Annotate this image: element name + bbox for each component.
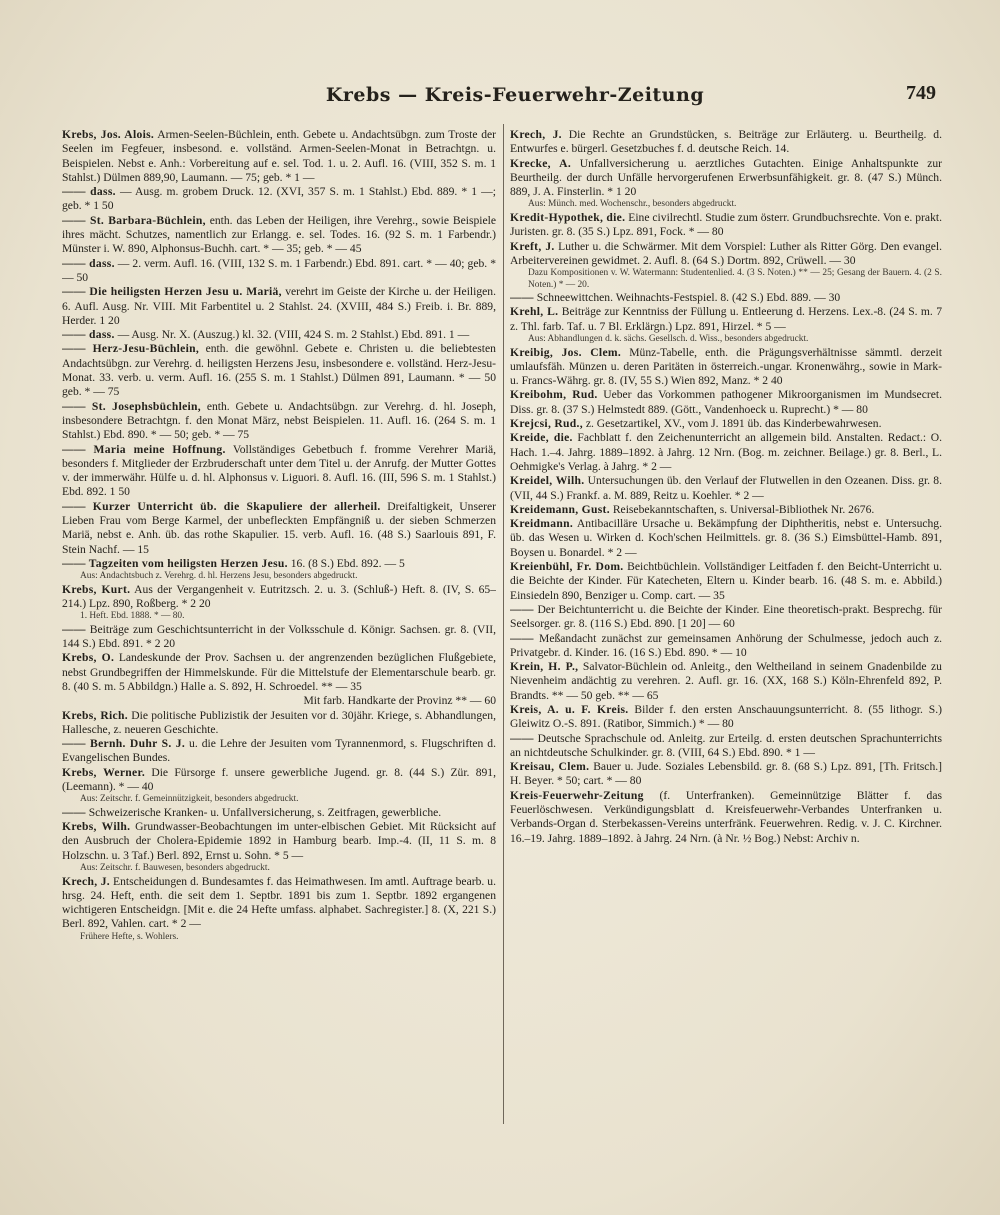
bibliography-entry — [510, 240, 942, 292]
entry-heading: —— — [510, 602, 534, 616]
entry-text: Schweizerische Kranken- u. Unfallversicherung, s. Zeitfragen, gewerbliche. — [88, 805, 442, 819]
entry-heading: —— Maria meine Hoffnung. — [62, 442, 226, 456]
bibliography-entry — [62, 328, 496, 342]
entry-heading: Kreis, A. u. F. Kreis. — [510, 702, 629, 716]
entry-text: — Ausg. m. grobem Druck. 12. (XVI, 357 S. m. 1 Stahlst.) Ebd. 889. * 1 —; geb. * 1 50 — [62, 185, 496, 213]
bibliography-entry — [510, 474, 942, 503]
bibliography-entry — [510, 517, 942, 560]
entry-heading: Krejcsi, Rud., — [510, 417, 583, 431]
entry-note: 1. Heft. Ebd. 1888. * — 80. — [80, 611, 185, 622]
page-header-title: Krebs — Kreis-Feuerwehr-Zeitung — [325, 84, 705, 106]
entry-text: Die Fürsorge f. unsere gewerbliche Jugend. gr. 8. (44 S.) Zür. 891, (Leemann). * — 40 — [62, 765, 496, 794]
entry-text: — Ausg. Nr. X. (Auszug.) kl. 32. (VIII, 424 S. m. 2 Stahlst.) Ebd. 891. 1 — — [117, 328, 470, 342]
bibliography-entry — [510, 732, 942, 761]
entry-heading: —— Tagzeiten vom heiligsten Herzen Jesu. — [62, 556, 288, 570]
bibliography-entry — [62, 737, 496, 766]
bibliography-entry — [62, 806, 496, 820]
entry-heading: —— dass. — [62, 256, 115, 270]
entry-heading: Kredit-Hypothek, die. — [510, 210, 626, 224]
entry-heading: Krebs, O. — [62, 651, 115, 665]
entry-heading: Kreibig, Jos. Clem. — [510, 345, 622, 359]
entry-extra-line: Mit farb. Handkarte der Provinz ** — 60 — [303, 694, 496, 708]
bibliography-entry — [62, 185, 496, 214]
bibliography-entry — [62, 400, 496, 443]
entry-text: 16. (8 S.) Ebd. 892. — 5 — [290, 556, 405, 570]
bibliography-entry — [510, 603, 942, 632]
entry-text: Dreifaltigkeit, Unserer Lieben Frau vom Berge Karmel, der unbefleckten Empfängniß u. der sieben Schmerzen Mariä, nebst e. Anh. üb. das rothe Skapulier. 15. verb. Aufl. 16. (48 S.) Saarlouis 891, F. Stein Nachf. — 15 — [62, 499, 496, 556]
bibliography-entry — [510, 128, 942, 157]
entry-text: Die politische Publizistik der Jesuiten vor d. 30jähr. Kriege, s. Abhandlungen, Hallesche, z. neueren Geschichte. — [62, 708, 496, 736]
bibliography-entry — [62, 214, 496, 257]
bibliography-entry — [510, 305, 942, 345]
bibliography-entry — [62, 709, 496, 738]
entry-heading: Kreienbühl, Fr. Dom. — [510, 560, 624, 574]
entry-heading: Kreidmann. — [510, 517, 574, 531]
entry-heading: —— St. Barbara-Büchlein, — [62, 213, 206, 227]
entry-text: Untersuchungen üb. den Verlauf der Flutwellen in den Ozeanen. Diss. gr. 8. (VII, 44 S.) Frankf. a. M. 889, Reitz u. Koehler. * 2 — — [510, 474, 942, 502]
entry-text: Münz-Tabelle, enth. die Prägungsverhältnisse sämmtl. derzeit umlaufsfäh. Münzen u. deren Paritäten in österreich.-ungar. Kronenwährg., sowie in Mark- u. Francs-Währg. gr. 8. (IV, 55 S.) Wien 892, Manz. * 2 40 — [510, 345, 942, 388]
bibliography-entry — [510, 157, 942, 211]
entry-heading: —— — [62, 805, 86, 819]
entry-heading: —— Bernh. Duhr S. J. — [62, 737, 186, 751]
entry-heading: —— dass. — [62, 328, 115, 342]
entry-text: Schneewittchen. Weihnachts-Festspiel. 8. (42 S.) Ebd. 889. — 30 — [536, 291, 841, 305]
bibliography-entry — [62, 342, 496, 399]
entry-text: enth. die gewöhnl. Gebete e. Christen u. die beliebtesten Andachtsübgn. zur Verehrg. d. heiligsten Herzens Jesu, insbesondere e. vollständ. Herz-Jesu-Monat. 33. verb. u. verm. Aufl. 16. (255 S. m. 1 Stahlst.) Dülmen 891, Laumann. * — 50 geb. * — 75 — [62, 342, 496, 399]
entry-note: Dazu Kompositionen v. W. Watermann: Studentenlied. 4. (3 S. Noten.) ** — 25; Gesang der Bauern. 4. (2 S. Noten.) * — 20. — [528, 268, 942, 290]
entry-note: Aus: Andachtsbuch z. Verehrg. d. hl. Herzens Jesu, besonders abgedruckt. — [80, 571, 358, 582]
bibliography-entry — [510, 417, 942, 431]
bibliography-entry — [62, 285, 496, 328]
entry-heading: —— Kurzer Unterricht üb. die Skapuliere der allerheil. — [62, 499, 381, 513]
entry-text: Bilder f. den ersten Anschauungsunterricht. 8. (55 lithogr. S.) Gleiwitz O.-S. 891. (Ratibor, Simmich.) * — 80 — [510, 702, 942, 731]
bibliography-entry — [62, 623, 496, 652]
entry-note: Aus: Abhandlungen d. k. sächs. Gesellsch. d. Wiss., besonders abgedruckt. — [528, 334, 809, 345]
entry-heading: Krebs, Werner. — [62, 765, 146, 779]
bibliography-entry — [62, 557, 496, 583]
bibliography-entry — [62, 257, 496, 286]
bibliography-entry — [62, 651, 496, 708]
bibliography-entry — [510, 503, 942, 517]
entry-text: — 2. verm. Aufl. 16. (VIII, 132 S. m. 1 Farbendr.) Ebd. 891. cart. * — 40; geb. * — 50 — [62, 256, 496, 284]
bibliography-entry — [62, 583, 496, 623]
entry-heading: Krehl, L. — [510, 305, 559, 319]
bibliography-entry — [510, 760, 942, 789]
entry-heading: Kreisau, Clem. — [510, 760, 590, 774]
entry-text: Die Rechte an Grundstücken, s. Beiträge zur Erläuterg. u. Beurtheilg. d. Entwurfes e. bürgerl. Gesetzbuches f. d. deutsche Reich. 14. — [510, 128, 942, 156]
entry-text: Grundwasser-Beobachtungen im unter-elbischen Gebiet. Mit Rücksicht auf den Ausbruch der Cholera-Epidemie 1892 in Hamburg bearb. Imp.-4. (II, 11 S. m. 8 Holzschn. u. 3 Taf.) Berl. 892, Ernst u. Sohn. * 5 — — [62, 820, 496, 862]
entry-heading: —— — [62, 622, 86, 636]
bibliography-entry — [62, 820, 496, 874]
entry-text: Antibacilläre Ursache u. Bekämpfung der Diphtheritis, nebst e. Untersuchg. üb. das Wesen u. Wirken d. Koch'schen Heilmittels. gr. 8. (36 S.) Eimsbüttel-Hamb. 891, Boysen u. Bonardel. * 2 — — [510, 517, 942, 559]
entry-heading: —— Herz-Jesu-Büchlein, — [62, 342, 200, 356]
entry-note: Aus: Zeitschr. f. Bauwesen, besonders abgedruckt. — [80, 863, 270, 874]
left-column — [62, 128, 496, 1128]
bibliography-entry — [510, 211, 942, 240]
bibliography-entry — [62, 875, 496, 944]
bibliography-entry — [510, 789, 942, 846]
entry-text: Eine civilrechtl. Studie zum österr. Grundbuchsrechte. Von e. prakt. Juristen. gr. 8. (35 S.) Lpz. 891, Fock. * — 80 — [510, 210, 942, 239]
entry-heading: —— — [510, 731, 534, 745]
entry-heading: Kreidemann, Gust. — [510, 502, 610, 516]
entry-text: Reisebekanntschaften, s. Universal-Bibliothek Nr. 2676. — [612, 502, 875, 516]
entry-text: Aus der Vergangenheit v. Eutritzsch. 2. u. 3. (Schluß-) Heft. 8. (IV, S. 65–214.) Lpz. 890, Roßberg. * 2 20 — [62, 582, 496, 610]
entry-text: Meßandacht zunächst zur gemeinsamen Anhörung der Schulmesse, jedoch auch z. Privatgebr. d. Kinder. 16. (16 S.) Ebd. 890. * — 10 — [510, 631, 942, 659]
entry-text: Salvator-Büchlein od. Anleitg., den Weltheiland in seinem Gnadenbilde zu Nievenheim andächtig zu verehren. 2. Aufl. gr. 16. (XX, 168 S.) Köln-Ehrenfeld 892, P. Brandts. ** — 50 geb. ** — 65 — [510, 660, 942, 702]
entry-text: Ueber das Vorkommen pathogener Mikroorganismen im Mundsecret. Diss. gr. 8. (37 S.) Helmstedt 889. (Gött., Vandenhoeck u. Ruprecht.) * — 80 — [510, 388, 942, 416]
entry-heading: Krein, H. P., — [510, 660, 579, 674]
entry-text: Vollständiges Gebetbuch f. fromme Verehrer Mariä, besonders f. Mitglieder der Erzbruderschaft unter dem Titel u. der Anrufg. der Mutter Gottes v. der immerwähr. Hülfe u. d. hl. Alphonsus v. Liguori. 8. Aufl. 16. (III, 596 S. m. 1 Stahlst.) Ebd. 892. 1 50 — [62, 442, 496, 499]
entry-heading: Kreibohm, Rud. — [510, 388, 598, 402]
entry-heading: —— dass. — [62, 185, 116, 199]
entry-heading: Kreidel, Wilh. — [510, 474, 585, 488]
bibliography-entry — [510, 431, 942, 474]
entry-heading: —— St. Josephsbüchlein, — [62, 399, 202, 413]
entry-text: (f. Unterfranken). Gemeinnützige Blätter f. das Feuerlöschwesen. Verkündigungsblatt d. Kreisfeuerwehr-Verbandes Unterfranken u. Verbands-Organ d. Sterbekassen-Vereins unterfränk. Feuerwehren. Redig. v. J. C. Kirchner. 16.–19. Jahrg. 1889–1892. à Jahrg. 24 Nrn. (à Nr. ½ Bog.) Nebst: Archiv n. — [510, 788, 942, 845]
entry-heading: Krebs, Jos. Alois. — [62, 128, 155, 141]
entry-text: Unfallversicherung u. aerztliches Gutachten. Einige Anhaltspunkte zur Beurtheilg. der durch Unfälle hervorgerufenen Erwerbsunfähigkeit. gr. 8. (47 S.) Münch. 889, J. A. Finsterlin. * 1 20 — [510, 156, 942, 199]
bibliography-entry — [510, 388, 942, 417]
entry-note: Frühere Hefte, s. Wohlers. — [80, 931, 179, 942]
entry-text: enth. das Leben der Heiligen, ihre Verehrg., sowie Beispiele ihres mächt. Schutzes, namentlich zur Erlangg. e. sel. Todes. 16. (92 S. m. 1 Farbendr.) Münster i. W. 890, Alphonsus-Buchh. cart. * — 35; geb. * — 45 — [62, 213, 496, 256]
entry-text: Beichtbüchlein. Vollständiger Leitfaden f. den Beicht-Unterricht u. die Beichte der Kinder. Für Katecheten, Eltern u. Kinder bearb. 16. (48 S. m. e. Abbild.) Einsiedeln 890, Benziger u. Comp. cart. — 35 — [510, 560, 942, 602]
entry-note: Aus: Münch. med. Wochenschr., besonders abgedruckt. — [528, 199, 737, 210]
entry-heading: Kreide, die. — [510, 431, 573, 445]
entry-text: Beiträge zur Kenntniss der Füllung u. Entleerung d. Herzens. Lex.-8. (24 S. m. 7 z. Thl. farb. Taf. u. 7 Bl. Erklärgn.) Lpz. 891, Hirzel. * 5 — — [510, 305, 942, 333]
entry-text: Armen-Seelen-Büchlein, enth. Gebete u. Andachtsübgn. zum Troste der Seelen im Fegfeuer, insbesond. e. vollständ. Armen-Seelen-Monat in Betrachtgn. u. Beispielen. Nebst e. Anh.: Vorbereitung auf e. sel. Tod. 1. u. 2. Aufl. 16. (VIII, 352 S. m. 1 Stahlst.) Dülmen 889,90, Laumann. — 75; geb. * 1 — — [62, 128, 496, 184]
entry-heading: Kreis-Feuerwehr-Zeitung — [510, 788, 644, 802]
entry-heading: Krech, J. — [510, 128, 562, 141]
entry-text: verehrt im Geiste der Kirche u. der Heiligen. 6. Aufl. Ausg. Nr. VIII. Mit Farbentitel u. 2 Stahlst. 24. (XVIII, 484 S.) Freib. i. Br. 889, Herder. 1 20 — [62, 285, 496, 327]
running-header — [0, 84, 1000, 114]
entry-text: Deutsche Sprachschule od. Anleitg. zur Erteilg. d. ersten deutschen Sprachunterrichts an nichtdeutsche Schulkinder. gr. 8. (VIII, 64 S.) Ebd. 890. * 1 — — [510, 731, 942, 759]
page-number: 749 — [906, 82, 936, 104]
bibliography-entry — [62, 500, 496, 557]
bibliography-entry — [510, 632, 942, 661]
entry-heading: Kreft, J. — [510, 239, 555, 253]
entry-heading: Krech, J. — [62, 874, 110, 888]
entry-heading: Krebs, Rich. — [62, 708, 128, 722]
bibliography-entry — [62, 766, 496, 806]
entry-heading: —— — [510, 291, 534, 305]
entry-text: u. die Lehre der Jesuiten vom Tyrannenmord, s. Flugschriften d. Evangelischen Bundes. — [62, 737, 496, 765]
bibliography-entry — [62, 443, 496, 500]
entry-note: Aus: Zeitschr. f. Gemeinnützigkeit, besonders abgedruckt. — [80, 794, 299, 805]
bibliography-entry — [510, 560, 942, 603]
entry-text: z. Gesetzartikel, XV., vom J. 1891 üb. das Kinderbewahrwesen. — [585, 417, 882, 431]
entry-text: Luther u. die Schwärmer. Mit dem Vorspiel: Luther als Ritter Görg. Den evangel. Arbeitervereinen gewidmet. 2. Aufl. 8. (64 S.) Dortm. 892, Crüwell. — 30 — [510, 239, 942, 267]
entry-heading: —— — [510, 631, 534, 645]
bibliography-entry — [510, 291, 942, 305]
entry-text: Der Beichtunterricht u. die Beichte der Kinder. Eine theoretisch-prakt. Besprechg. für Seelsorger. gr. 8. (116 S.) Ebd. 890. [1 20] — 60 — [510, 602, 942, 631]
entry-text: Fachblatt f. den Zeichenunterricht an allgemein bild. Anstalten. Redact.: O. Hach. 1.–4. Jahrg. 1889–1892. à Jahrg. 12 Nrn. (Bog. m. zeichner. Beilage.) gr. 8. Berl., L. Oehmigke's Verlag. à Jahrg. * 2 — — [510, 431, 942, 473]
bibliography-entry — [510, 703, 942, 732]
entry-heading: Krecke, A. — [510, 156, 572, 170]
entry-heading: Krebs, Kurt. — [62, 582, 131, 596]
entry-heading: —— Die heiligsten Herzen Jesu u. Mariä, — [62, 285, 282, 299]
column-divider — [503, 124, 504, 1124]
entry-text: Bauer u. Jude. Soziales Lebensbild. gr. 8. (68 S.) Lpz. 891, [Th. Fritsch.] H. Beyer. * 50; cart. * — 80 — [510, 760, 942, 788]
entry-text: enth. Gebete u. Andachtsübgn. zur Verehrg. d. hl. Joseph, insbesondere Betrachtgn. f. den Monat März, nebst Beispielen. 11. Aufl. 16. (264 S. m. 1 Stahlst.) Ebd. 890. * — 50; geb. * — 75 — [62, 399, 496, 442]
right-column — [510, 128, 942, 1128]
bibliography-entry — [510, 346, 942, 389]
entry-text: Landeskunde der Prov. Sachsen u. der angrenzenden bezüglichen Flußgebiete, nebst Grundbegriffen der Himmelskunde. Für die Mittelstufe der Elementarschule bearb. gr. 8. (40 S. m. 5 Abbildgn.) Halle a. S. 892, H. Schroedel. ** — 35 — [62, 651, 496, 693]
bibliography-entry — [510, 660, 942, 703]
entry-heading: Krebs, Wilh. — [62, 820, 131, 834]
entry-text: Beiträge zum Geschichtsunterricht in der Volksschule d. Königr. Sachsen. gr. 8. (VII, 144 S.) Ebd. 891. * 2 20 — [62, 622, 496, 651]
bibliography-entry — [62, 128, 496, 185]
entry-text: Entscheidungen d. Bundesamtes f. das Heimathwesen. Im amtl. Auftrage bearb. u. hrsg. 24. Heft, enth. die seit dem 1. Septbr. 1891 bis zum 1. Septbr. 1892 ergangenen wichtigeren Entscheidgn. [Mit e. die 24 Hefte umfass. alphabet. Sachregister.] 8. (X, 221 S.) Berl. 892, Vahlen. cart. * 2 — — [62, 874, 496, 931]
